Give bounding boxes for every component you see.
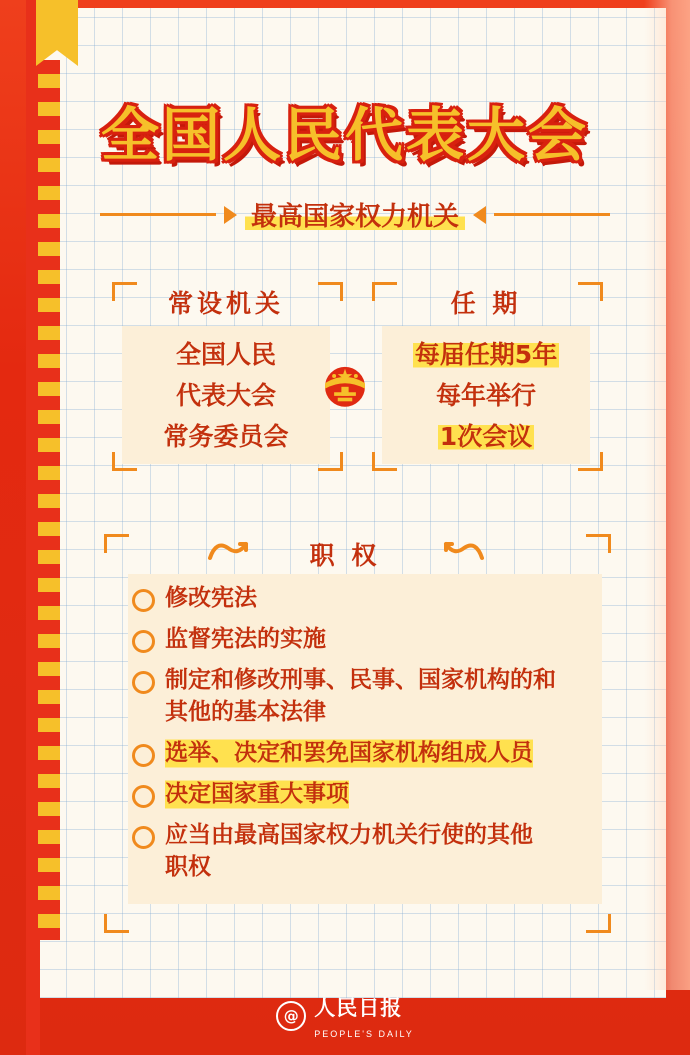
- subtitle-rule-left: [100, 213, 216, 216]
- duty-text: 应当由最高国家权力机关行使的其他: [165, 822, 533, 848]
- standing-body-line-2: 代表大会: [175, 381, 276, 410]
- page-title-wrap: [0, 88, 690, 172]
- bracket-bl-duties: [104, 914, 129, 933]
- perforated-strip: [38, 60, 60, 940]
- section-heading-standing-body: 常设机关: [167, 289, 284, 318]
- term-line-2: 每年举行: [435, 381, 536, 410]
- list-item: [128, 623, 628, 655]
- weibo-logo-icon: @: [276, 1001, 306, 1031]
- duty-text: 制定和修改刑事、民事、国家机构的和: [165, 667, 556, 693]
- bracket-tl-duties: [104, 534, 129, 553]
- bullet-icon: [132, 630, 155, 653]
- national-emblem-icon: [316, 356, 374, 414]
- footer-brand-english: PEOPLE'S DAILY: [314, 1029, 414, 1039]
- duties-list: [128, 582, 628, 892]
- list-item: [128, 664, 628, 728]
- term-line-3: 1次会议: [439, 422, 533, 451]
- standing-body-line-3: 常务委员会: [163, 422, 289, 451]
- bullet-icon: [132, 785, 155, 808]
- bullet-icon: [132, 671, 155, 694]
- subtitle-rule-right: [494, 213, 610, 216]
- swirl-left-icon: [206, 536, 250, 566]
- term-line-1: 每届任期5年: [414, 340, 558, 369]
- list-item: [128, 582, 628, 614]
- duty-text-continued: 职权: [165, 854, 211, 880]
- swirl-right-icon: [442, 536, 486, 566]
- standing-body-line-1: 全国人民: [175, 340, 276, 369]
- list-item: [128, 819, 628, 883]
- list-item: [128, 778, 628, 810]
- bracket-tr-duties: [586, 534, 611, 553]
- arrow-left-icon: [473, 206, 486, 224]
- footer-brand-name: 人民日报: [314, 996, 403, 1020]
- subtitle: 最高国家权力机关: [245, 196, 465, 233]
- term-text: [382, 334, 590, 457]
- section-heading-term: 任 期: [450, 289, 522, 318]
- standing-body-text: [122, 334, 330, 457]
- duty-text-continued: 其他的基本法律: [165, 699, 326, 725]
- duty-text: 选举、决定和罢免国家机构组成人员: [165, 737, 533, 769]
- bullet-icon: [132, 826, 155, 849]
- duty-text: 监督宪法的实施: [165, 626, 326, 652]
- bullet-icon: [132, 744, 155, 767]
- bullet-icon: [132, 589, 155, 612]
- list-item: [128, 737, 628, 769]
- subtitle-row: [100, 196, 610, 233]
- footer: [0, 992, 690, 1039]
- duty-text: 修改宪法: [165, 585, 257, 611]
- bracket-br-duties: [586, 914, 611, 933]
- duty-text: 决定国家重大事项: [165, 778, 349, 810]
- section-heading-duties: 职 权: [309, 541, 381, 570]
- page-title: 全国人民代表大会: [100, 101, 589, 169]
- arrow-right-icon: [224, 206, 237, 224]
